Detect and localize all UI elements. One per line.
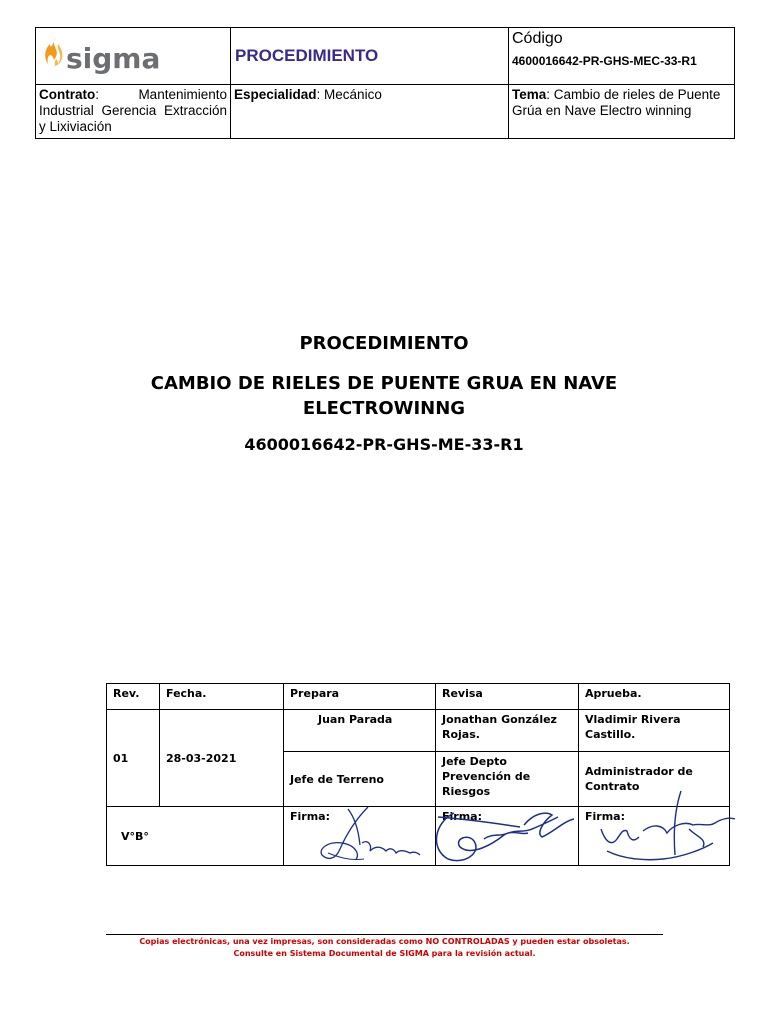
- document-title-text: CAMBIO DE RIELES DE PUENTE GRUA EN NAVE ELECTROWINNG: [150, 373, 618, 419]
- logo-text: sigma: [66, 42, 161, 75]
- aprueba-name: Vladimir Rivera Castillo.: [579, 710, 730, 752]
- header-aprueba: Aprueba.: [579, 684, 730, 710]
- topic-label: Tema: [512, 87, 547, 102]
- sigma-logo: [42, 36, 172, 76]
- code-cell: [509, 28, 735, 85]
- footer-divider: [106, 934, 663, 935]
- contract-value: : Mantenimiento Industrial Gerencia Extracción y Lixiviación: [39, 87, 227, 134]
- prepara-name: Juan Parada: [284, 710, 436, 752]
- prepara-firma-label: Firma:: [290, 810, 330, 823]
- revisa-name: Jonathan González Rojas.: [436, 710, 579, 752]
- specialty-label: Especialidad: [234, 87, 317, 102]
- flame-icon: [42, 36, 68, 72]
- procedure-label: PROCEDIMIENTO: [231, 28, 509, 85]
- contract-label: Contrato: [39, 87, 96, 102]
- header-date: Fecha.: [160, 684, 284, 710]
- aprueba-signature-cell: [579, 807, 730, 866]
- footer-line-2: Consulte en Sistema Documental de SIGMA para la revisión actual.: [233, 949, 536, 958]
- document-code: 4600016642-PR-GHS-ME-33-R1: [244, 435, 524, 454]
- revisa-firma-label: Firma:: [442, 810, 482, 823]
- code-value: 4600016642-PR-GHS-MEC-33-R1: [512, 54, 697, 68]
- specialty-cell: [231, 85, 509, 139]
- code-label: Código: [512, 30, 563, 47]
- revisa-signature-cell: [436, 807, 579, 866]
- vb-label: V°B°: [107, 807, 284, 866]
- revisa-role: Jefe Depto Prevención de Riesgos: [436, 752, 579, 807]
- document-title: [0, 371, 768, 421]
- header-prepara: Prepara: [284, 684, 436, 710]
- footer-notice: [106, 936, 663, 960]
- footer-line-1: Copias electrónicas, una vez impresas, son consideradas como NO CONTROLADAS y pueden estar obsoletas.: [139, 937, 630, 946]
- prepara-role: Jefe de Terreno: [284, 752, 436, 807]
- header-table: [35, 27, 735, 139]
- aprueba-firma-label: Firma:: [585, 810, 625, 823]
- header-revisa: Revisa: [436, 684, 579, 710]
- topic-value: : Cambio de rieles de Puente Grúa en Nave Electro winning: [512, 87, 721, 118]
- rev-number: 01: [107, 710, 160, 807]
- revision-table: [106, 683, 730, 866]
- contract-cell: [36, 85, 231, 139]
- header-rev: Rev.: [107, 684, 160, 710]
- document-title-heading: PROCEDIMIENTO: [299, 333, 469, 354]
- logo-cell: [36, 28, 231, 85]
- prepara-signature-cell: [284, 807, 436, 866]
- rev-date: 28-03-2021: [160, 710, 284, 807]
- topic-cell: [509, 85, 735, 139]
- aprueba-role: Administrador de Contrato: [579, 752, 730, 807]
- specialty-value: : Mecánico: [316, 87, 382, 102]
